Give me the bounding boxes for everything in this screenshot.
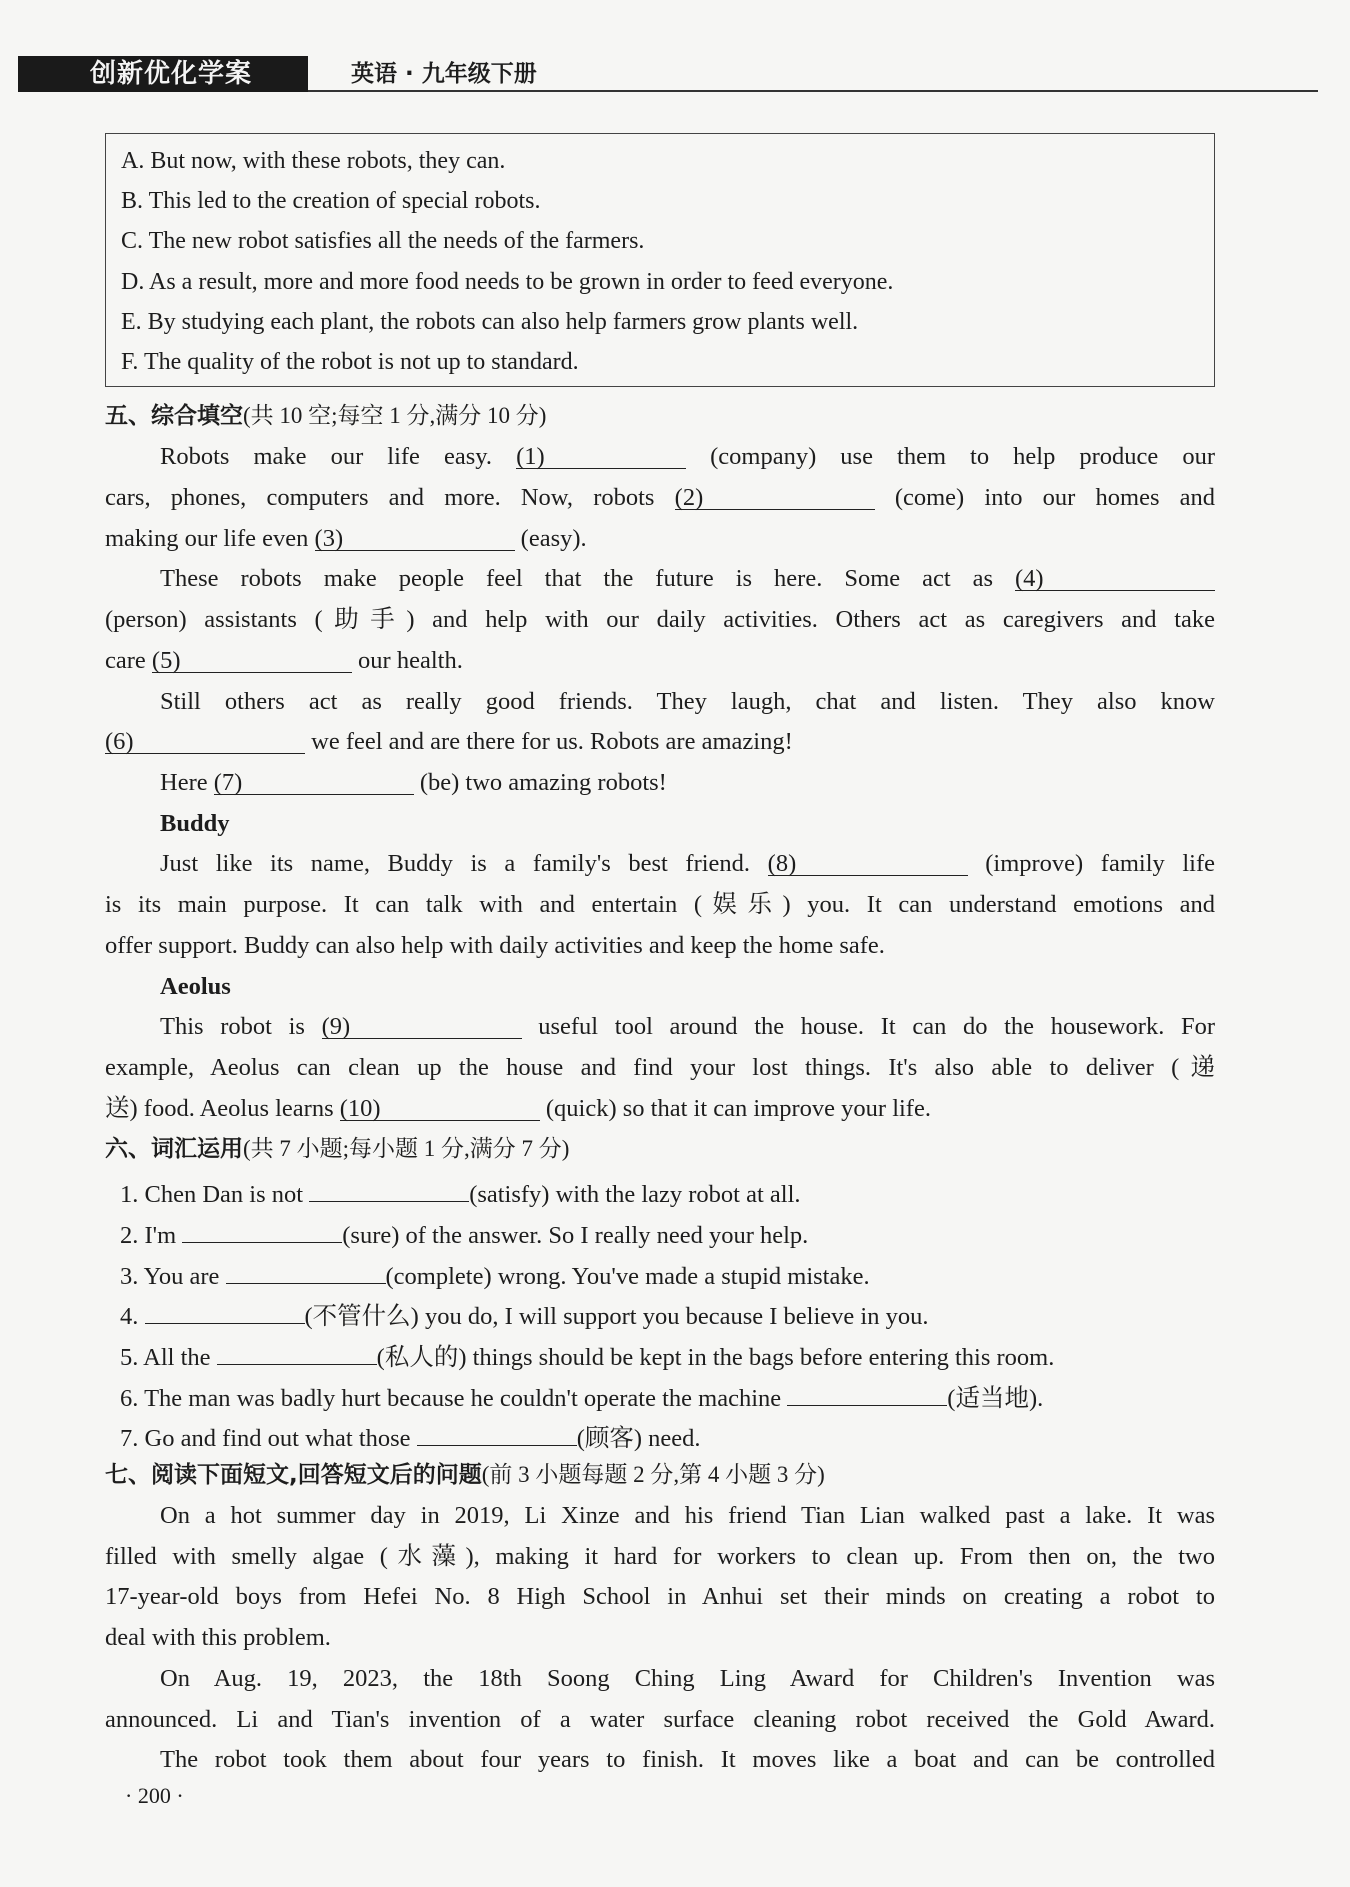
option-e: E. By studying each plant, the robots can also help farmers grow plants well. — [121, 309, 859, 335]
option-f: F. The quality of the robot is not up to standard. — [121, 349, 579, 375]
vocab-item-7: 7. Go and find out what those (顾客) need. — [120, 1419, 1230, 1454]
page-header — [18, 52, 1318, 96]
blank-8[interactable]: (8) — [768, 849, 968, 876]
vocab-blank-2[interactable] — [182, 1216, 342, 1243]
option-a: A. But now, with these robots, they can. — [121, 148, 506, 174]
s5-line11: is its main purpose. It can talk with and entertain (娱乐) you. It can understand emotions and — [105, 891, 1215, 918]
blank-3[interactable]: (3) — [315, 524, 515, 551]
passage-line-6: announced. Li and Tian's invention of a water surface cleaning robot received the Gold Award. — [105, 1706, 1215, 1733]
vocab-blank-1[interactable] — [309, 1175, 469, 1202]
s5-line14: example, Aeolus can clean up the house and find your lost things. It's also able to deliver (递 — [105, 1054, 1215, 1081]
s5-line7: Still others act as really good friends. They laugh, chat and listen. They also know — [160, 688, 1215, 715]
s5-line10: Just like its name, Buddy is a family's best friend. (8) (improve) family life — [160, 850, 1215, 877]
passage-line-5: On Aug. 19, 2023, the 18th Soong Ching Ling Award for Children's Invention was — [160, 1665, 1215, 1692]
page-number: · 200 · — [125, 1783, 184, 1808]
section7-note: (前 3 小题每题 2 分,第 4 小题 3 分) — [481, 1462, 825, 1487]
blank-5[interactable]: (5) — [152, 646, 352, 673]
buddy-title: Buddy — [160, 810, 230, 837]
section6-heading — [105, 1134, 1215, 1164]
option-c: C. The new robot satisfies all the needs of the farmers. — [121, 228, 645, 254]
passage-line-3: 17-year-old boys from Hefei No. 8 High School in Anhui set their minds on creating a robot to — [105, 1583, 1215, 1610]
section5-title: 五、综合填空 — [105, 403, 243, 429]
vocab-item-4: 4. (不管什么) you do, I will support you because I believe in you. — [120, 1297, 1230, 1332]
subject-title: 英语 · 九年级下册 — [351, 61, 537, 87]
vocab-item-2: 2. I'm (sure) of the answer. So I really need your help. — [120, 1216, 1230, 1251]
aeolus-title: Aeolus — [160, 973, 231, 1000]
vocab-blank-4[interactable] — [145, 1297, 305, 1324]
option-b: B. This led to the creation of special robots. — [121, 188, 541, 214]
section5-heading — [105, 401, 1215, 431]
blank-4[interactable]: (4) — [1015, 564, 1215, 591]
brand-banner: 创新优化学案 — [18, 56, 308, 92]
passage-line-4: deal with this problem. — [105, 1624, 331, 1651]
vocab-item-5: 5. All the (私人的) things should be kept in the bags before entering this room. — [120, 1338, 1230, 1373]
passage-line-1: On a hot summer day in 2019, Li Xinze and his friend Tian Lian walked past a lake. It was — [160, 1502, 1215, 1529]
s5-line2: cars, phones, computers and more. Now, robots (2) (come) into our homes and — [105, 484, 1216, 511]
vocab-blank-7[interactable] — [417, 1419, 577, 1446]
blank-1[interactable]: (1) — [516, 442, 686, 469]
section5-note: (共 10 空;每空 1 分,满分 10 分) — [243, 403, 547, 428]
section6-title: 六、词汇运用 — [105, 1136, 243, 1162]
s5-line3: making our life even (3) (easy). — [105, 525, 587, 552]
vocab-blank-5[interactable] — [217, 1338, 377, 1365]
s5-line6: care (5) our health. — [105, 647, 463, 674]
s5-line12: offer support. Buddy can also help with daily activities and keep the home safe. — [105, 932, 885, 959]
blank-7[interactable]: (7) — [214, 768, 414, 795]
options-box — [105, 133, 1215, 387]
s5-line4: These robots make people feel that the future is here. Some act as (4) — [160, 564, 1215, 594]
s5-line8: (6) we feel and are there for us. Robots are amazing! — [105, 728, 793, 755]
section7-heading — [105, 1460, 1215, 1490]
blank-6[interactable]: (6) — [105, 727, 305, 754]
vocab-item-3: 3. You are (complete) wrong. You've made a stupid mistake. — [120, 1257, 1230, 1292]
s5-line15: 送) food. Aeolus learns (10) (quick) so that it can improve your life. — [105, 1095, 931, 1122]
passage-line-7: The robot took them about four years to finish. It moves like a boat and can be controlled — [160, 1746, 1215, 1773]
blank-2[interactable]: (2) — [675, 483, 875, 510]
header-rule — [308, 90, 1318, 92]
option-d: D. As a result, more and more food needs to be grown in order to feed everyone. — [121, 269, 894, 295]
blank-9[interactable]: (9) — [322, 1012, 522, 1039]
vocab-item-6: 6. The man was badly hurt because he couldn't operate the machine (适当地). — [120, 1379, 1230, 1414]
vocab-blank-6[interactable] — [787, 1379, 947, 1406]
s5-line9: Here (7) (be) two amazing robots! — [160, 769, 667, 796]
blank-10[interactable]: (10) — [340, 1094, 540, 1121]
vocab-item-1: 1. Chen Dan is not (satisfy) with the lazy robot at all. — [120, 1175, 1230, 1210]
passage-line-2: filled with smelly algae (水藻), making it hard for workers to clean up. From then on, the two — [105, 1543, 1215, 1570]
s5-line1: Robots make our life easy. (1) (company) use them to help produce our — [160, 443, 1215, 470]
vocab-blank-3[interactable] — [226, 1257, 386, 1284]
section7-title: 七、阅读下面短文,回答短文后的问题 — [105, 1462, 482, 1488]
section6-note: (共 7 小题;每小题 1 分,满分 7 分) — [243, 1136, 570, 1161]
s5-line13: This robot is (9) useful tool around the house. It can do the housework. For — [160, 1013, 1216, 1040]
s5-line5: (person) assistants (助手) and help with our daily activities. Others act as caregivers and take — [105, 606, 1215, 633]
